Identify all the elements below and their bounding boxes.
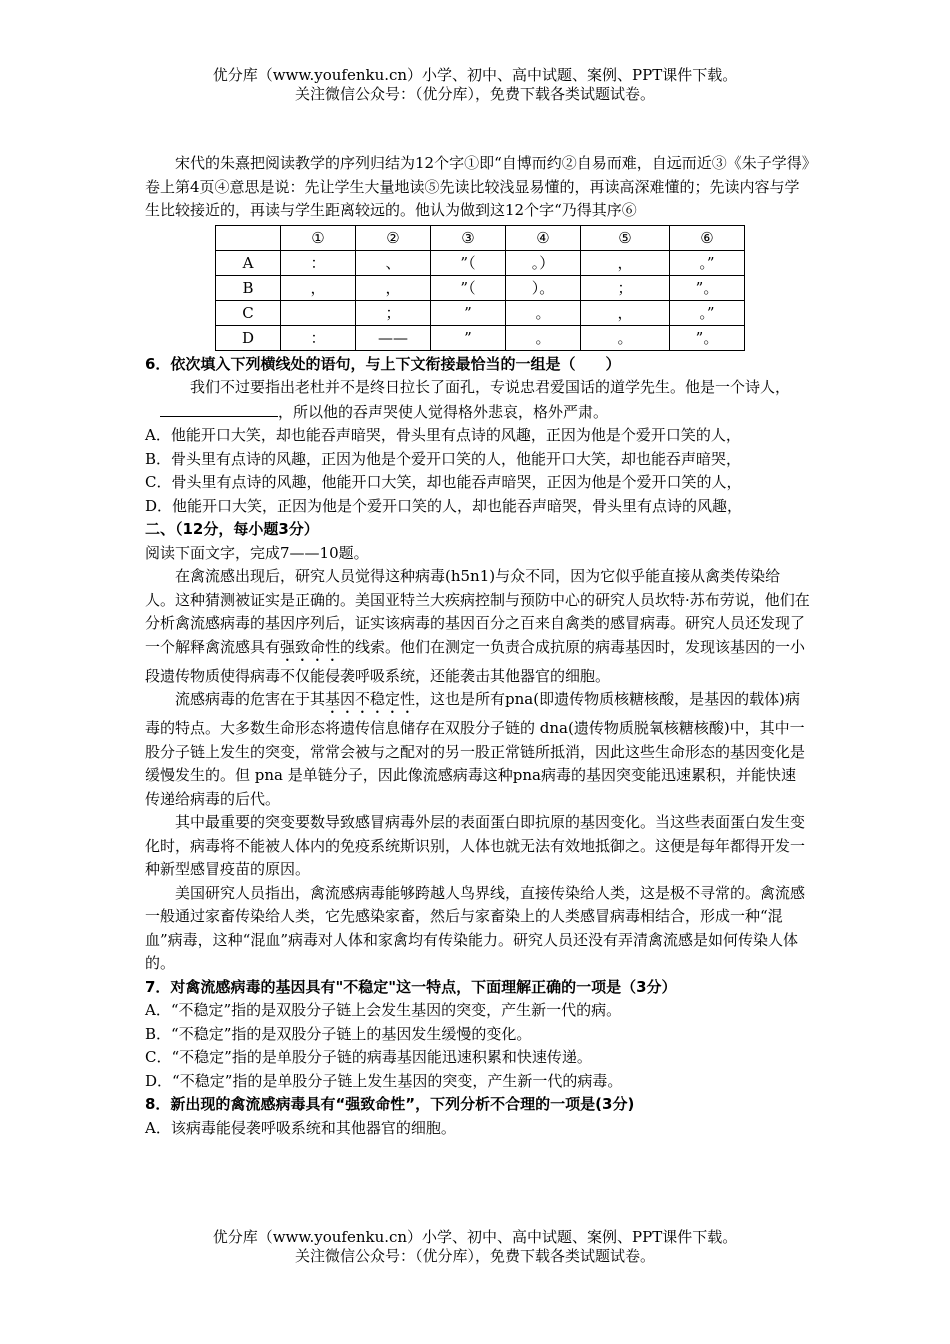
table-cell: 。）: [506, 250, 581, 275]
passage-text-start: 我们不过要指出老杜并不是终日拉长了面孔，专说忠君爱国话的道学先生。他是一个诗人，: [190, 378, 791, 396]
table-cell: C: [216, 300, 281, 325]
table-row: [216, 250, 745, 275]
passage-text-end: ，所以他的吞声哭使人觉得格外悲哀，格外严肃。: [278, 402, 609, 421]
option-d: D．“不稳定”指的是单股分子链上发生基因的突变，产生新一代的病毒。: [145, 1071, 623, 1090]
table-cell: ）。: [506, 275, 581, 300]
option-c: C．骨头里有点诗的风趣，他能开口大笑，却也能吞声暗哭，正因为他是个爱开口笑的人，: [145, 473, 742, 491]
table-cell: D: [216, 325, 281, 350]
table-row: [216, 275, 745, 300]
document-body: [145, 152, 810, 1140]
emphasized-text: 强致命性: [280, 637, 341, 656]
table-cell: ⑥: [670, 225, 745, 250]
table-cell: ，: [281, 275, 356, 300]
option-b: B．“不稳定”指的是双股分子链上的基因发生缓慢的变化。: [145, 1024, 532, 1043]
table-cell: ”（: [431, 250, 506, 275]
reading-paragraph-4: 美国研究人员指出，禽流感病毒能够跨越人鸟界线，直接传染给人类，这是极不寻常的。禽流感一般通过家畜传染给人类，它先感染家畜，然后与家畜染上的人类感冒病毒相结合，形成一种“混血”病毒，这种“混血”病毒对人体和家禽均有传染能力。研究人员还没有弄清禽流感是如何传染人体的。: [145, 883, 806, 972]
table-cell: 。”: [670, 300, 745, 325]
page-footer: [0, 1228, 950, 1266]
header-line-2: 关注微信公众号：（优分库），免费下载各类试题试卷。: [294, 85, 655, 103]
question-6-stem: 6．依次填入下列横线处的语句，与上下文衔接最恰当的一组是（ ）: [145, 354, 621, 373]
option-d: D．他能开口大笑，正因为他是个爱开口笑的人，却也能吞声暗哭，骨头里有点诗的风趣，: [145, 496, 743, 515]
table-cell: 。: [506, 300, 581, 325]
question-8-stem: 8．新出现的禽流感病毒具有“强致命性”，下列分析不合理的一项是(3分): [145, 1095, 635, 1113]
option-a: A．他能开口大笑，却也能吞声暗哭，骨头里有点诗的风趣，正因为他是个爱开口笑的人，: [145, 426, 741, 444]
table-cell: B: [216, 275, 281, 300]
table-cell: ⑤: [581, 225, 670, 250]
table-cell: ”（: [431, 275, 506, 300]
option-c: C．“不稳定”指的是单股分子链的病毒基因能迅速积累和快速传递。: [145, 1048, 592, 1066]
table-cell: ②: [356, 225, 431, 250]
footer-line-1: 优分库（www.youfenku.cn）小学、初中、高中试题、案例、PPT课件下载。: [212, 1228, 738, 1246]
table-cell: 、: [356, 250, 431, 275]
table-cell: ③: [431, 225, 506, 250]
para-text: 的线索。他们在测定一负责合成抗原的病毒基因时，发现该基因的一小段遗传物质使得病毒不仅能侵袭呼吸系统，还能袭击其他器官的细胞。: [145, 637, 806, 685]
reading-paragraph-2: [145, 688, 810, 811]
table-cell: ，: [356, 275, 431, 300]
table-cell: ①: [281, 225, 356, 250]
option-a: A．“不稳定”指的是双股分子链上会发生基因的突变，产生新一代的病。: [145, 1001, 622, 1019]
header-line-1: 优分库（www.youfenku.cn）小学、初中、高中试题、案例、PPT课件下载。: [212, 66, 738, 84]
section-2-instruction: 阅读下面文字，完成7——10题。: [145, 543, 369, 562]
para-text: ，这也是所有pna(即遗传物质核糖核酸，是基因的载体)病毒的特点。大多数生命形态将遗传信息储存在双股分子链的 dna(遗传物质脱氧核糖核酸)中，其中一股分子链上发生的突变，常常会被与之配对的另一股正常链所抵消，因此这些生命形态的基因变化是缓慢发生的。但 pna 是单链分子，因此像流感病毒这种pna病毒的基因突变能迅速累积，并能快速传递给病毒的后代。: [145, 690, 806, 808]
table-cell: ”。: [670, 325, 745, 350]
table-cell: ，: [581, 250, 670, 275]
para-text: 流感病毒的危害在于其: [175, 690, 326, 708]
table-cell: ”。: [670, 275, 745, 300]
table-header-row: [216, 225, 745, 250]
section-2-title: 二、（12分，每小题3分）: [145, 520, 319, 538]
table-row: [216, 325, 745, 350]
table-cell: ——: [356, 325, 431, 350]
question-7-stem: 7．对禽流感病毒的基因具有"不稳定"这一特点，下面理解正确的一项是（3分）: [145, 977, 677, 996]
table-cell: ：: [281, 250, 356, 275]
emphasized-text: 基因不稳定性: [325, 690, 416, 708]
footer-line-2: 关注微信公众号：（优分库），免费下载各类试题试卷。: [294, 1247, 655, 1265]
table-cell: ④: [506, 225, 581, 250]
table-cell: [281, 300, 356, 325]
reading-paragraph-1: [145, 565, 810, 688]
table-cell: ；: [356, 300, 431, 325]
fill-blank: [160, 400, 278, 417]
option-b: B．骨头里有点诗的风趣，正因为他是个爱开口笑的人，他能开口大笑，却也能吞声暗哭，: [145, 449, 742, 468]
punctuation-table: [215, 225, 745, 351]
table-cell: ：: [281, 325, 356, 350]
page-header: [0, 66, 950, 104]
intro-paragraph: 宋代的朱熹把阅读教学的序列归结为12个字①即“自博而约②自易而难，自远而近③《朱子学得》卷上第4页④意思是说：先让学生大量地读⑤先读比较浅显易懂的，再读高深难懂的；先读内容与学生比较接近的，再读与学生距离较远的。他认为做到这12个字“乃得其序⑥: [145, 154, 810, 219]
table-cell: 。: [581, 325, 670, 350]
table-cell: 。”: [670, 250, 745, 275]
table-row: [216, 300, 745, 325]
option-a: A．该病毒能侵袭呼吸系统和其他器官的细胞。: [145, 1118, 456, 1137]
table-cell: 。: [506, 325, 581, 350]
table-cell: [216, 225, 281, 250]
table-cell: A: [216, 250, 281, 275]
question-6-passage: [145, 376, 810, 424]
para-text: 在禽流感出现后，研究人员觉得这种病毒(h5n1)与众不同，因为它似乎能直接从禽类传染给人。这种猜测被证实是正确的。美国亚特兰大疾病控制与预防中心的研究人员坎特·苏布劳说，他们在分析禽流感病毒的基因序列后，证实该病毒的基因百分之百来自禽类的感冒病毒。研究人员还发现了一个解释禽流感具有: [145, 567, 810, 656]
table-cell: ”: [431, 325, 506, 350]
table-cell: ，: [581, 300, 670, 325]
reading-paragraph-3: 其中最重要的突变要数导致感冒病毒外层的表面蛋白即抗原的基因变化。当这些表面蛋白发生变化时，病毒将不能被人体内的免疫系统斯识别，人体也就无法有效地抵御之。这便是每年都得开发一种新型感冒疫苗的原因。: [145, 813, 806, 878]
table-cell: ”: [431, 300, 506, 325]
table-cell: ；: [581, 275, 670, 300]
